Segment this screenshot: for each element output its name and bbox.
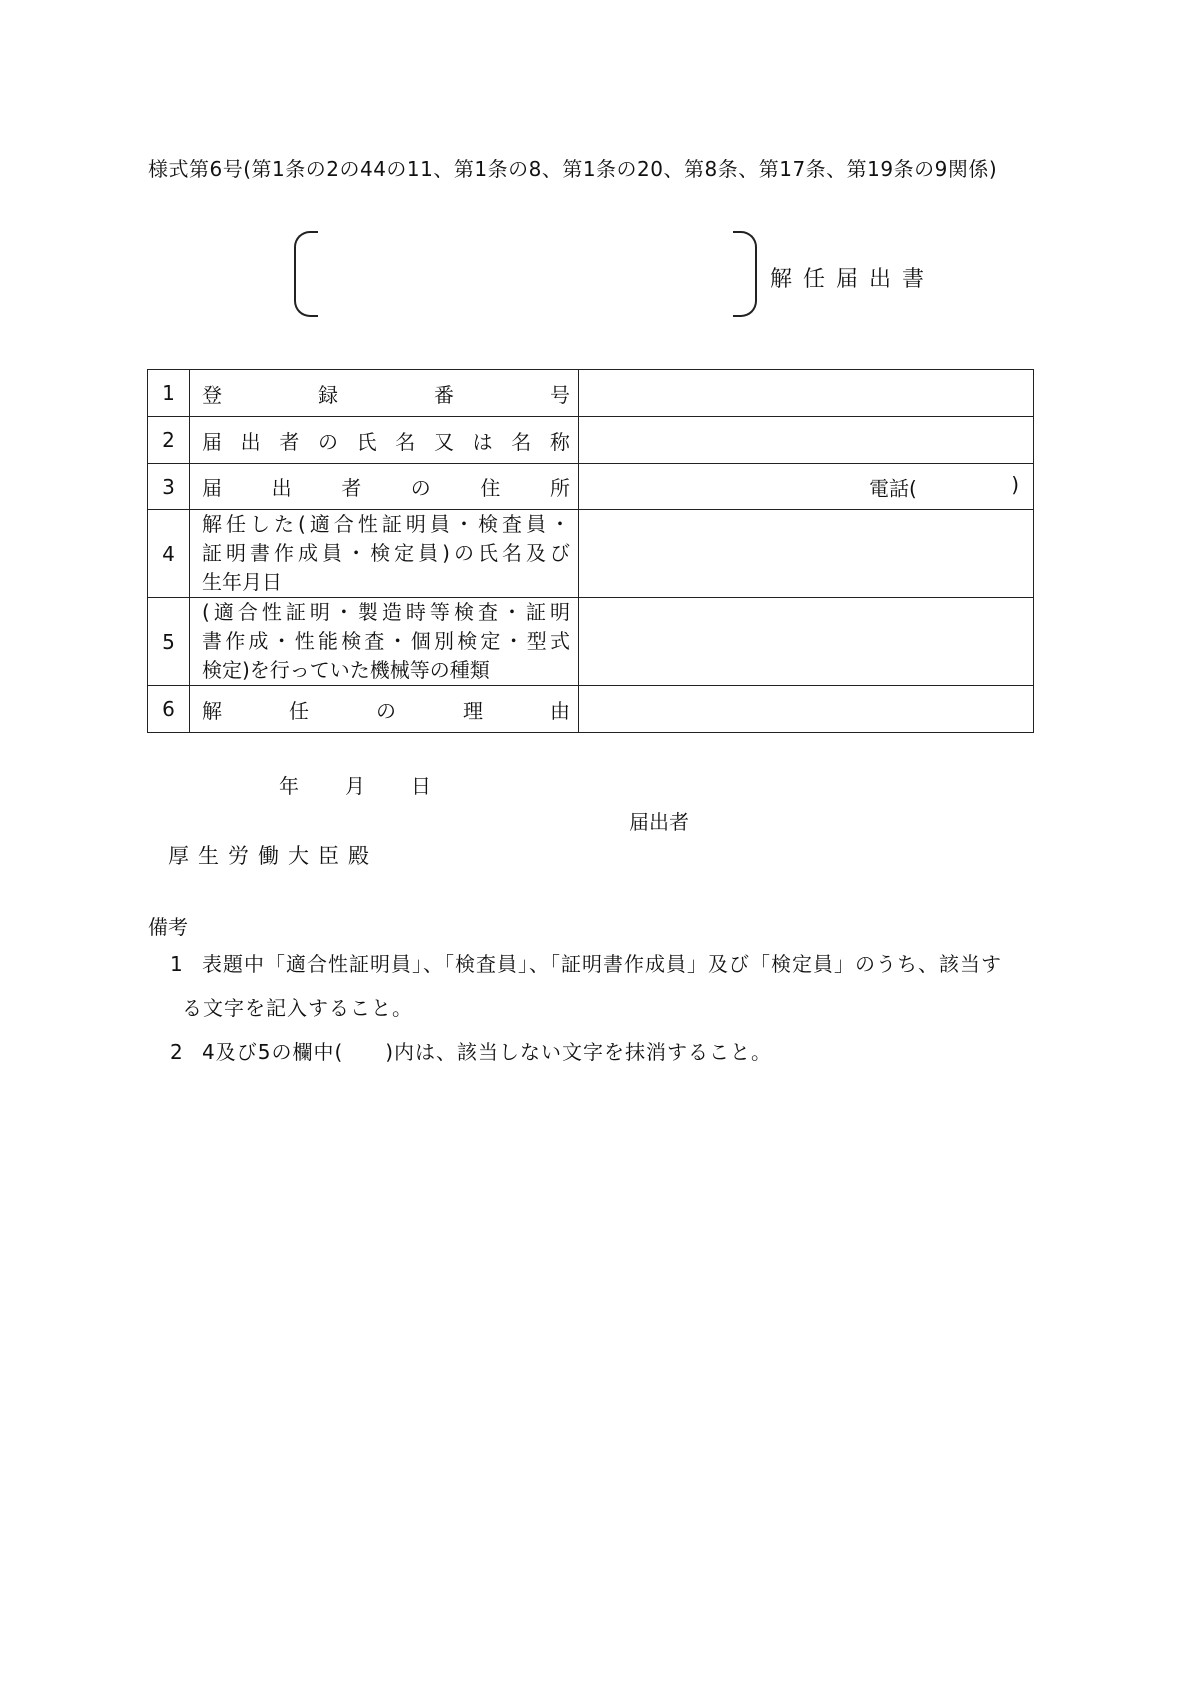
label-dismissed-person [190, 510, 579, 598]
label-char: 届 [202, 476, 222, 500]
row-number: 3 [148, 464, 190, 510]
label-char: 者 [279, 429, 300, 454]
date-day: 日 [411, 774, 431, 798]
table-row [148, 598, 1034, 686]
label-char: 理 [463, 698, 483, 723]
label-char: は [472, 429, 493, 454]
label-line: 検定)を行っていた機械等の種類 [202, 658, 490, 682]
label-line: (適合性証明・製造時等検査・証明 [202, 600, 570, 624]
row-label [190, 370, 579, 417]
field-dismissal-reason[interactable] [579, 686, 1034, 733]
remark-item-1-continuation: る文字を記入すること。 [182, 996, 413, 1020]
row-label [190, 417, 579, 464]
row-number: 5 [148, 598, 190, 686]
label-char: 所 [549, 476, 570, 500]
table-row [148, 370, 1034, 417]
title-bracket-right [733, 231, 757, 317]
label-char: 登 [202, 382, 222, 407]
label-char: 者 [341, 476, 362, 500]
table-row [148, 417, 1034, 464]
field-registration-number[interactable] [579, 370, 1034, 417]
label-char: 録 [318, 382, 338, 407]
date-year: 年 [279, 774, 299, 798]
row-number: 1 [148, 370, 190, 417]
label-dismissal-reason [202, 695, 570, 724]
row-number: 2 [148, 417, 190, 464]
date-line [279, 770, 431, 799]
table-row [148, 510, 1034, 598]
remark-text: 4及び5の欄中( )内は、該当しない文字を抹消すること。 [202, 1040, 773, 1064]
table-row [148, 464, 1034, 510]
phone-close: ) [1011, 472, 1019, 496]
label-line: 生年月日 [202, 570, 282, 594]
label-equipment-type [190, 598, 579, 686]
row-label [190, 686, 579, 733]
document-title: 解任届出書 [770, 267, 936, 292]
label-char: 解 [202, 698, 222, 723]
field-submitter-address[interactable] [579, 464, 1034, 510]
field-submitter-name[interactable] [579, 417, 1034, 464]
label-line: 書作成・性能検査・個別検定・型式 [202, 629, 570, 653]
label-char: 番 [434, 382, 454, 407]
phone-field [869, 472, 1019, 501]
addressee: 厚生労働大臣殿 [168, 844, 378, 868]
label-char: 住 [480, 476, 501, 500]
remark-text: 表題中「適合性証明員」、「検査員」、「証明書作成員」及び「検定員」のうち、該当す [202, 952, 1002, 976]
title-bracket-left [294, 231, 318, 317]
remark-item-2 [170, 1036, 772, 1065]
label-char: の [410, 476, 431, 500]
phone-label: 電話( [869, 476, 917, 500]
label-char: 又 [433, 429, 454, 454]
form-number: 様式第6号(第1条の2の44の11、第1条の8、第1条の20、第8条、第17条、第19条の9関係) [148, 157, 998, 181]
row-number: 4 [148, 510, 190, 598]
row-number: 6 [148, 686, 190, 733]
remarks-heading: 備考 [148, 915, 188, 939]
label-char: 由 [550, 698, 570, 723]
label-char: 出 [240, 429, 261, 454]
label-char: 出 [271, 476, 292, 500]
label-char: 氏 [356, 429, 377, 454]
label-registration-number [202, 379, 570, 408]
label-char: 称 [549, 429, 570, 454]
remark-number: 1 [170, 952, 184, 976]
label-line: 証明書作成員・検定員)の氏名及び [202, 541, 570, 565]
label-submitter-address [202, 472, 570, 501]
table-row [148, 686, 1034, 733]
remark-number: 2 [170, 1040, 184, 1064]
label-char: 名 [511, 429, 532, 454]
label-submitter-name [202, 426, 570, 455]
row-label [190, 464, 579, 510]
remark-item-1 [170, 948, 1002, 977]
field-dismissed-person[interactable] [579, 510, 1034, 598]
label-char: の [317, 429, 338, 454]
label-line: 解任した(適合性証明員・検査員・ [202, 512, 570, 536]
label-char: 号 [550, 382, 570, 407]
date-month: 月 [345, 774, 365, 798]
label-char: 名 [395, 429, 416, 454]
label-char: 任 [289, 698, 309, 723]
label-char: の [376, 698, 396, 723]
label-char: 届 [202, 429, 222, 454]
field-equipment-type[interactable] [579, 598, 1034, 686]
form-table [147, 369, 1034, 733]
submitter-label: 届出者 [629, 810, 689, 834]
